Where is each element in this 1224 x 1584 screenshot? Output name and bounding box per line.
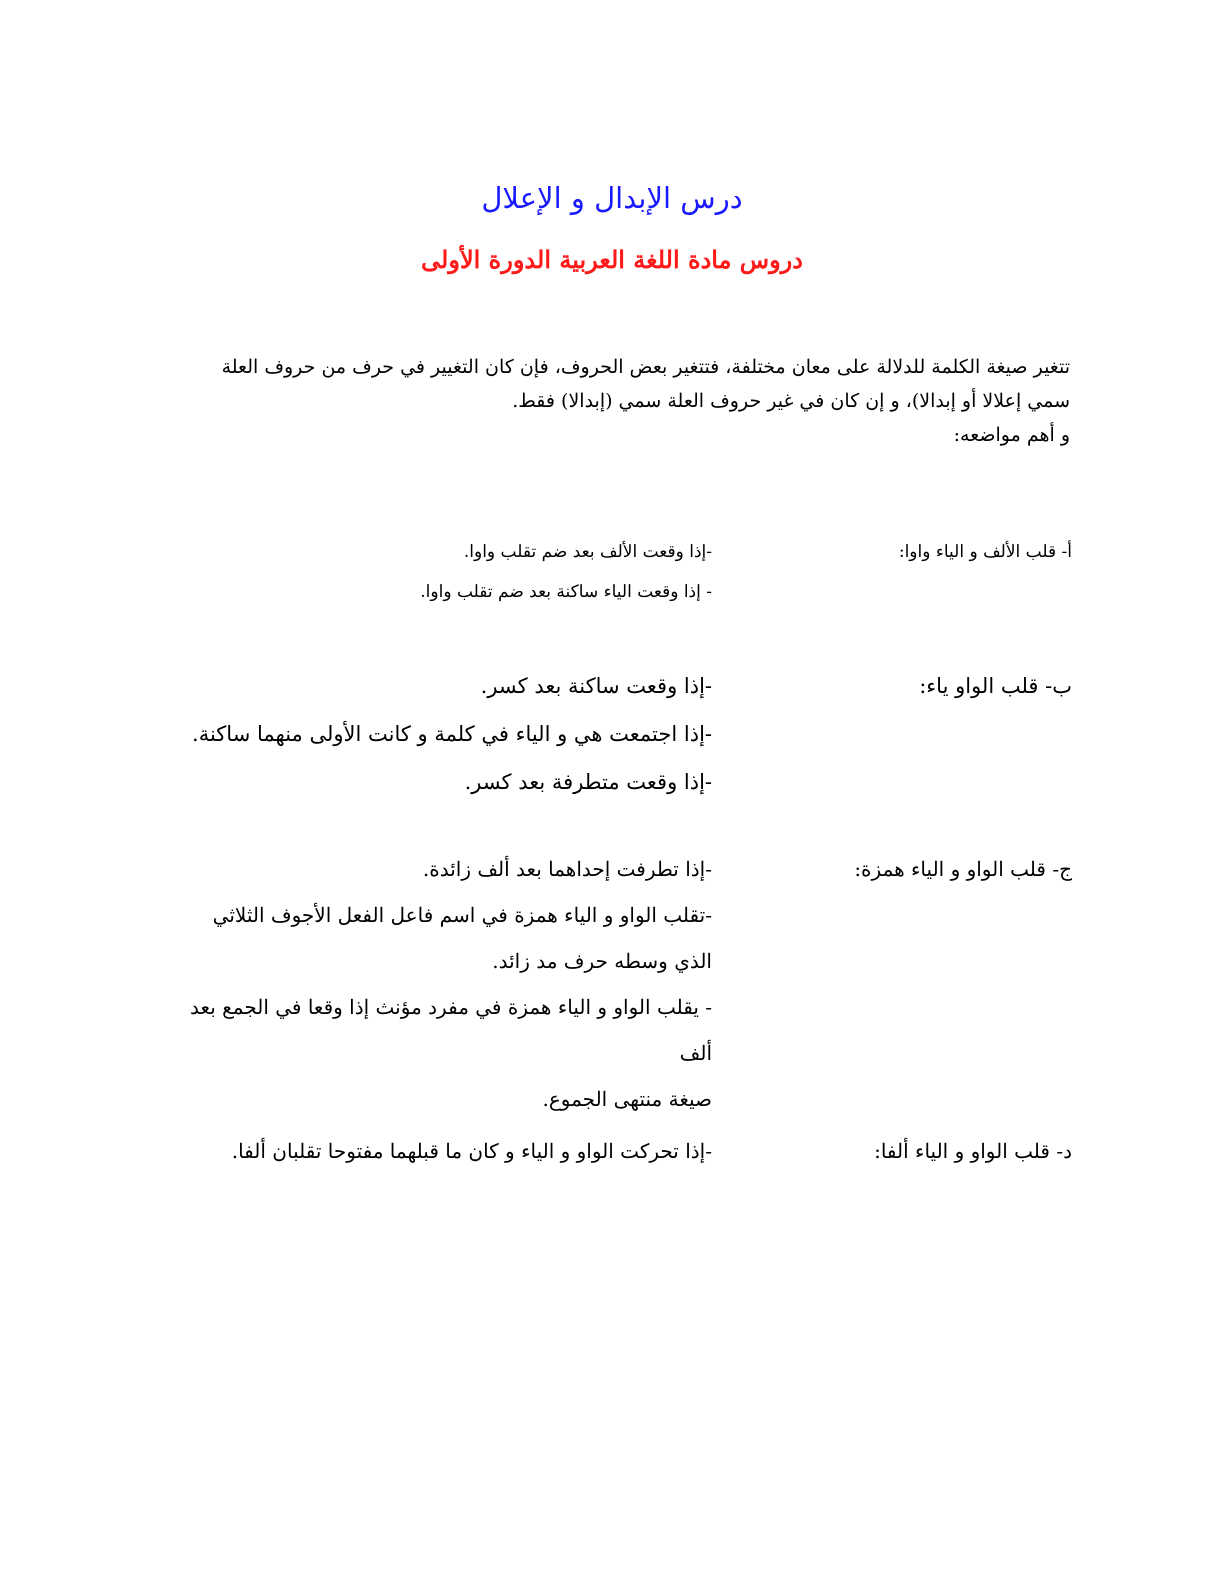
section-item: - إذا وقعت الياء ساكنة بعد ضم تقلب واوا. xyxy=(420,582,712,602)
section-b xyxy=(152,662,1072,806)
page-subtitle: دروس مادة اللغة العربية الدورة الأولى xyxy=(421,245,803,274)
section-items xyxy=(152,1128,712,1174)
section-item: -إذا اجتمعت هي و الياء في كلمة و كانت الأولى منهما ساكنة. xyxy=(192,722,712,746)
page-title: درس الإبدال و الإعلال xyxy=(481,181,743,215)
section-item: -إذا وقعت الألف بعد ضم تقلب واوا. xyxy=(463,542,712,562)
section-heading: أ- قلب الألف و الياء واوا: xyxy=(898,542,1072,562)
section-a xyxy=(152,532,1072,612)
section-item: -إذا تطرفت إحداهما بعد ألف زائدة. xyxy=(422,857,712,881)
section-item: -تقلب الواو و الياء همزة في اسم فاعل الفعل الأجوف الثلاثي xyxy=(212,903,712,927)
section-heading: ج- قلب الواو و الياء همزة: xyxy=(854,857,1072,881)
section-items xyxy=(152,532,712,612)
section-item: - يقلب الواو و الياء همزة في مفرد مؤنث إذا وقعا في الجمع بعد ألف xyxy=(190,995,712,1065)
section-items xyxy=(152,846,712,1122)
intro-line: تتغير صيغة الكلمة للدلالة على معان مختلفة، فتتغير بعض الحروف، فإن كان التغيير في حرف من حروف العلة xyxy=(221,356,1070,378)
section-heading: ب- قلب الواو ياء: xyxy=(919,674,1072,698)
section-item: صيغة منتهى الجموع. xyxy=(542,1087,712,1111)
section-c xyxy=(152,846,1072,1122)
section-heading: د- قلب الواو و الياء ألفا: xyxy=(874,1139,1072,1163)
section-item: الذي وسطه حرف مد زائد. xyxy=(492,949,712,973)
intro-paragraph xyxy=(152,350,1070,452)
intro-line: سمي إعلالا أو إبدالا)، و إن كان في غير حروف العلة سمي (إبدالا) فقط. xyxy=(512,390,1070,412)
section-items xyxy=(152,662,712,806)
section-d xyxy=(152,1128,1072,1174)
intro-line: و أهم مواضعه: xyxy=(953,424,1070,446)
section-item: -إذا وقعت متطرفة بعد كسر. xyxy=(464,770,712,794)
section-item: -إذا وقعت ساكنة بعد كسر. xyxy=(480,674,712,698)
section-item: -إذا تحركت الواو و الياء و كان ما قبلهما مفتوحا تقلبان ألفا. xyxy=(231,1139,712,1163)
